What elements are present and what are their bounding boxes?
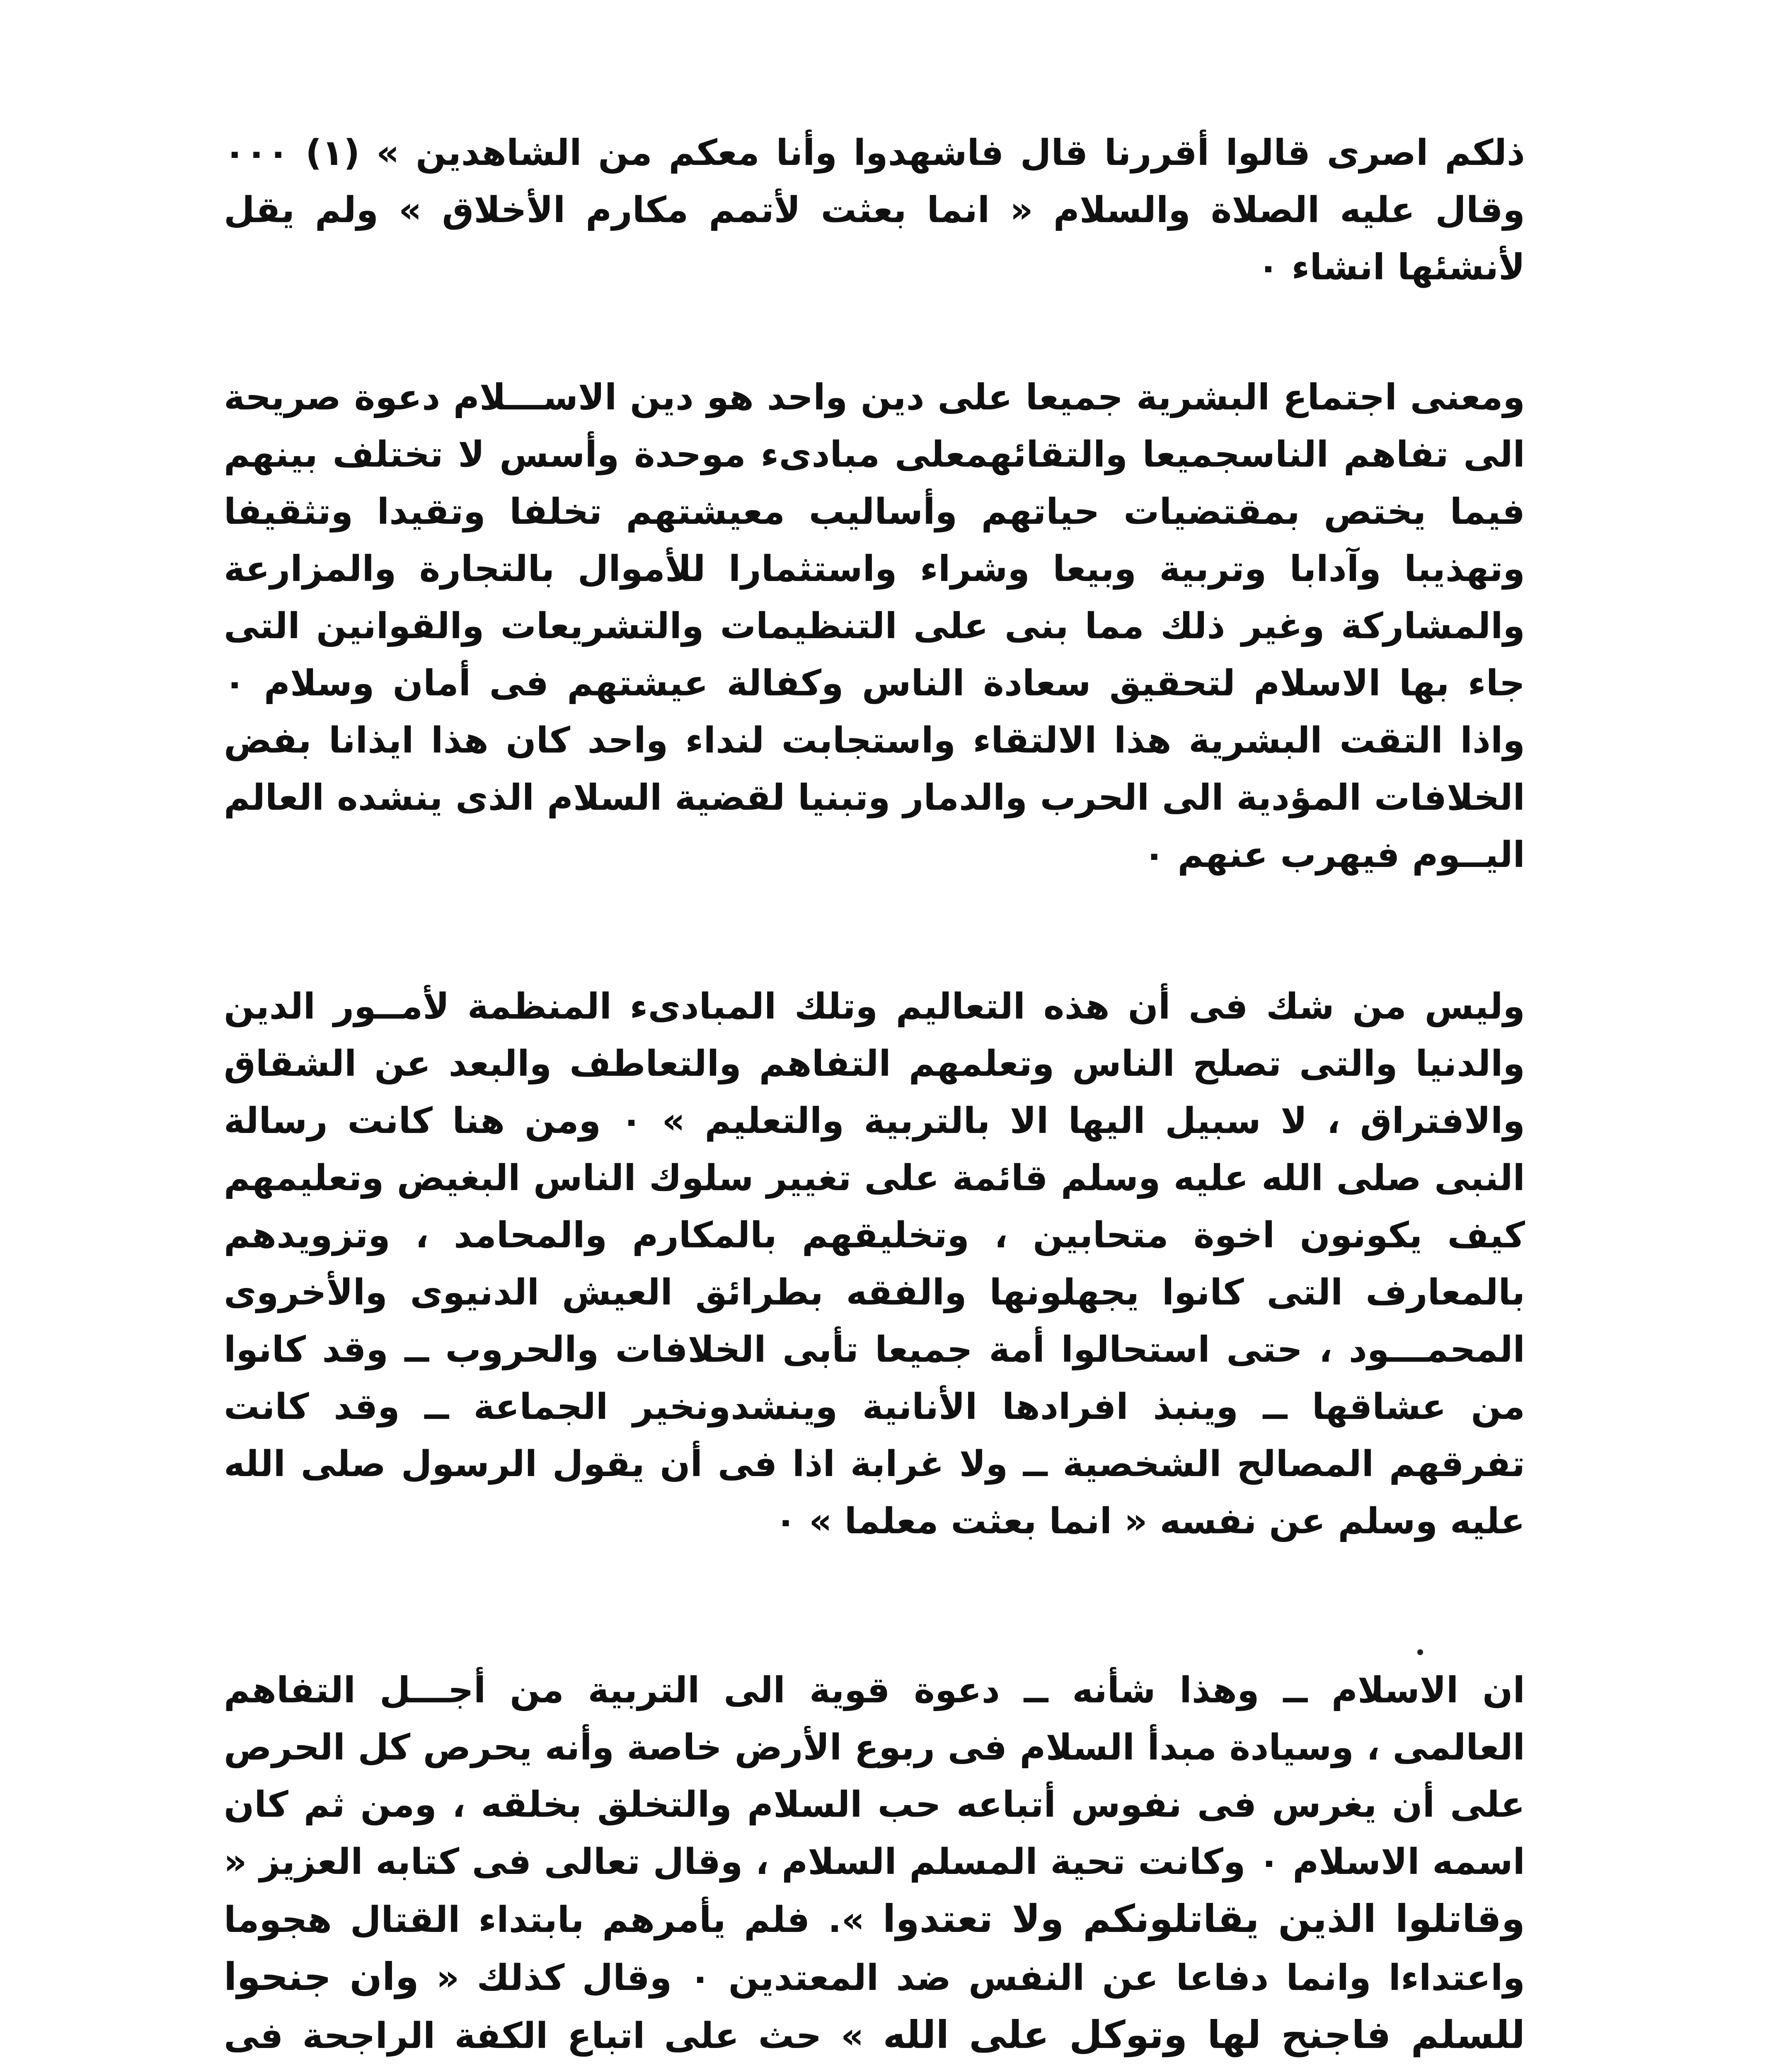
paragraph-4-text-after: » حث على اتباع الكفة الراجحة فى [224, 2015, 864, 2057]
quranic-quote-peace: وان جنحوا للسلم فاجنح لها وتوكل على الله [224, 1955, 1525, 2057]
paragraph-2 [224, 369, 1525, 884]
paragraph-1 [224, 124, 1525, 296]
paragraph-2-text: ومعنى اجتماع البشرية جميعا على دين واحد هو دين الاســـلام دعوة صريحة الى تفاهم الناسجميعا والتقائهمعلى مبادىء موحدة وأسس لا تختلف بينهم فيما يختص بمقتضيات حياتهم وأساليب معيشتهم تخلفا وتقيدا وتثقيفا وتهذيبا وآدابا وتربية وبيعا وشراء واستثمارا للأموال بالتجارة والمزارعة والمشاركة وغير ذلك مما بنى على التنظيمات والتشريعات والقوانين التى جاء بها الاسلام لتحقيق سعادة الناس وكفالة عيشتهم فى أمان وسلام ٠ واذا التقت البشرية هذا الالتقاء واستجابت لنداء واحد كان هذا ايذانا بفض الخلافات المؤدية الى الحرب والدمار وتبنيا لقضية السلام الذى ينشده العالم اليــوم فيهرب عنهم ٠ [224, 377, 1525, 876]
paragraph-3-text: وليس من شك فى أن هذه التعاليم وتلك المبادىء المنظمة لأمــور الدين والدنيا والتى تصلح الناس وتعلمهم التفاهم والتعاطف والبعد عن الشقاق والافتراق ، لا سبيل اليها الا بالتربية والتعليم » ٠ ومن هنا كانت رسالة النبى صلى الله عليه وسلم قائمة على تغيير سلوك الناس البغيض وتعليمهم كيف يكونون اخوة متحابين ، وتخليقهم بالمكارم والمحامد ، وتزويدهم بالمعارف التى كانوا يجهلونها والفقه بطرائق العيش الدنيوى والأخروى المحمـــود ، حتى استحالوا أمة جميعا تأبى الخلافات والحروب ــ وقد كانوا من عشاقها ــ وينبذ افرادها الأنانية وينشدونخير الجماعة ــ وقد كانت تفرقهم المصالح الشخصية ــ ولا غرابة اذا فى أن يقول الرسول صلى الله عليه وسلم عن نفسه « انما بعثت معلما » ٠ [224, 986, 1525, 1542]
paragraph-1-text: ذلكم اصرى قالوا أقررنا قال فاشهدوا وأنا معكم من الشاهدين » (١) ٠٠٠ وقال عليه الصلاة والسلام « انما بعثت لأتمم مكارم الأخلاق » ولم يقل لأنشئها انشاء ٠ [224, 132, 1525, 288]
quranic-quote-fighting: وقاتلوا الذين يقاتلونكم ولا تعتدوا [882, 1897, 1525, 1941]
paragraph-4 [224, 1662, 1525, 2072]
paragraph-4-text-middle: ». فلم يأمرهم بابتداء القتال هجوما واعتداءا وانما دفاعا عن النفس ضد المعتدين ٠ وقال كذلك « [224, 1899, 1525, 1999]
paragraph-3 [224, 978, 1525, 1550]
paragraph-4-text-before: ان الاسلام ــ وهذا شأنه ــ دعوة قوية الى التربية من أجـــل التفاهم العالمى ، وسيادة مبدأ السلام فى ربوع الأرض خاصة وأنه يحرص كل الحرص على أن يغرس فى نفوس أتباعه حب السلام والتخلق بخلقه ، ومن ثم كان اسمه الاسلام ٠ وكانت تحية المسلم السلام ، وقال تعالى فى كتابه العزيز « [224, 1670, 1525, 1883]
scan-speck [1417, 1649, 1423, 1655]
